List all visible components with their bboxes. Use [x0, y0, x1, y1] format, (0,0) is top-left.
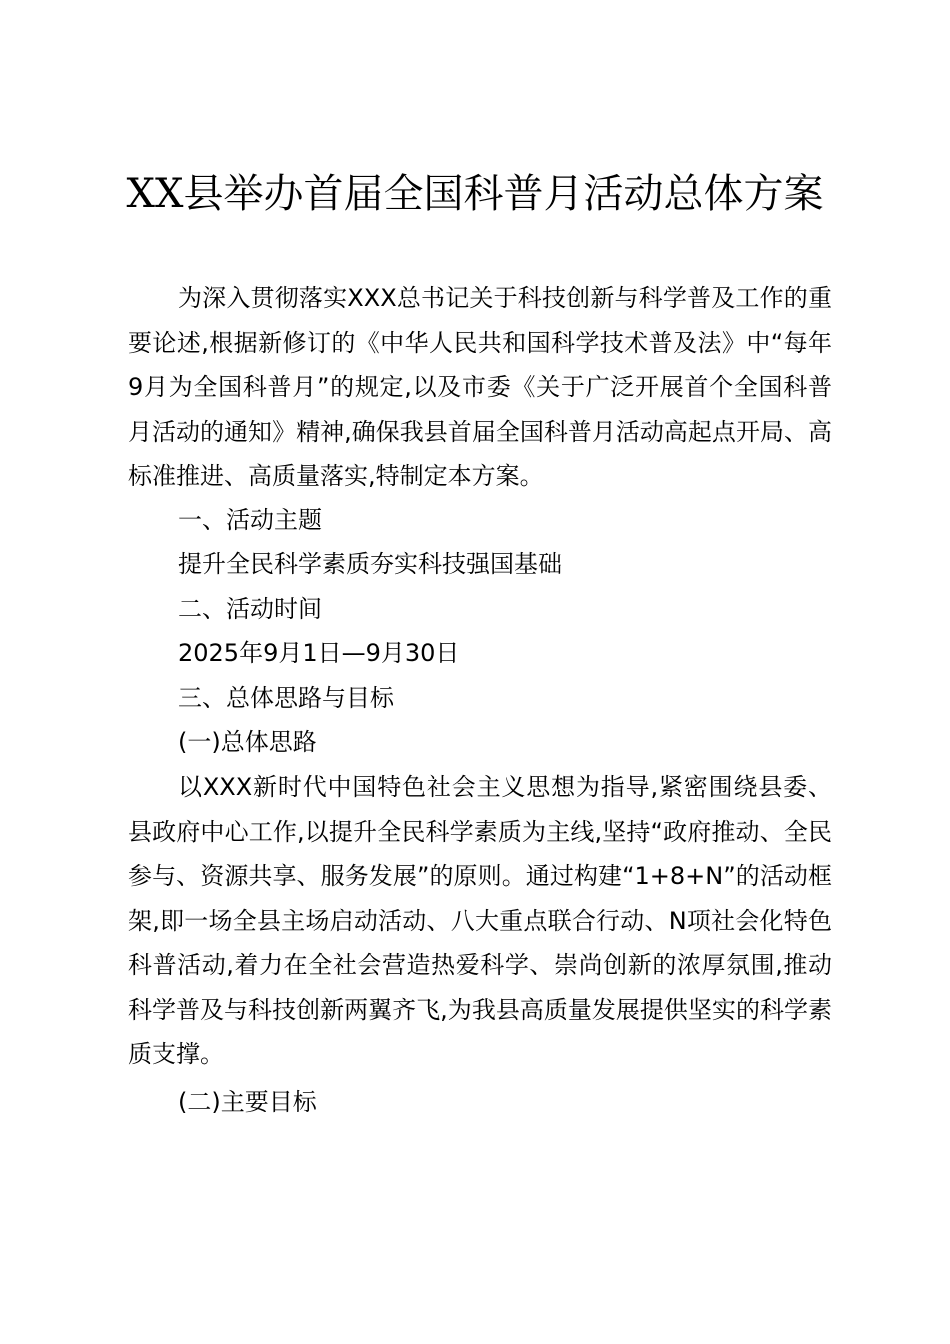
section-heading-approach: 三、总体思路与目标: [178, 684, 394, 712]
section-heading-theme: 一、活动主题: [178, 506, 322, 534]
intro-paragraph: 为深入贯彻落实XXX总书记关于科技创新与科学普及工作的重要论述,根据新修订的《中华人民共和国科学技术普及法》中“每年9月为全国科普月”的规定,以及市委《关于广泛开展首个全国科普月活动的通知》精神,确保我县首届全国科普月活动高起点开局、高标准推进、高质量落实,特制定本方案。: [128, 284, 832, 490]
section-content-theme: 提升全民科学素质夯实科技强国基础: [178, 550, 562, 578]
document-title: XX县举办首届全国科普月活动总体方案: [126, 171, 824, 217]
section-heading-time: 二、活动时间: [178, 595, 322, 623]
subsection-heading-goals: (二)主要目标: [178, 1088, 317, 1116]
approach-paragraph: 以XXX新时代中国特色社会主义思想为指导,紧密围绕县委、县政府中心工作,以提升全民科学素质为主线,坚持“政府推动、全民参与、资源共享、服务发展”的原则。通过构建“1+8+N”的活动框架,即一场全县主场启动活动、八大重点联合行动、N项社会化特色科普活动,着力在全社会营造热爱科学、崇尚创新的浓厚氛围,推动科学普及与科技创新两翼齐飞,为我县高质量发展提供坚实的科学素质支撑。: [128, 773, 832, 1068]
section-content-time: 2025年9月1日—9月30日: [178, 639, 460, 667]
subsection-heading-approach: (一)总体思路: [178, 728, 317, 756]
